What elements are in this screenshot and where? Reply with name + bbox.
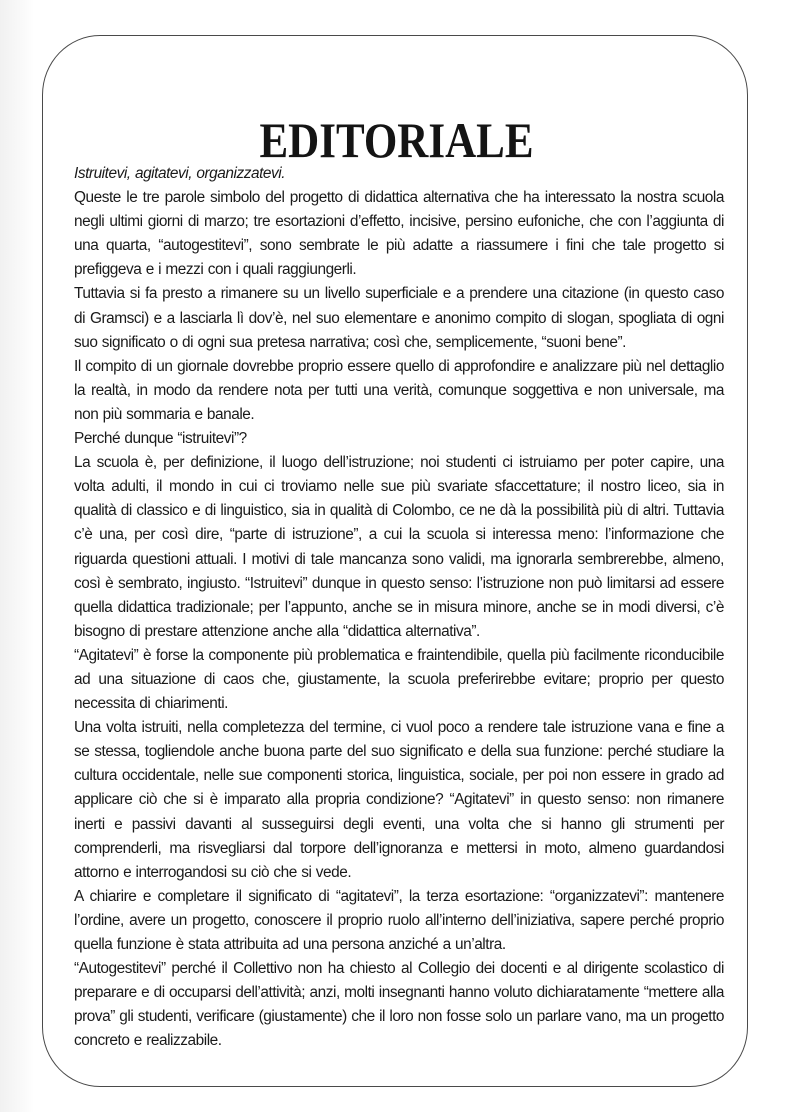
editorial-body xyxy=(74,162,724,1053)
paragraph: Perché dunque “istruitevi”? xyxy=(74,430,247,448)
paragraph: “Autogestitevi” perché il Collettivo non ha chiesto al Collegio dei docenti e al dirigente scolastico di preparare e di occuparsi dell’attività; anzi, molti insegnanti hanno voluto dichiaratamente “mettere alla prova” gli studenti, verificare (giustamente) che il loro non fosse solo un parlare vano, ma un progetto concreto e realizzabile. xyxy=(74,960,724,1050)
paragraph: “Agitatevi” è forse la componente più problematica e fraintendibile, quella più facilmente riconducibile ad una situazione di caos che, giustamente, la scuola preferirebbe evitare; proprio per questo necessita di chiarimenti. xyxy=(74,646,724,713)
paragraph: La scuola è, per definizione, il luogo dell’istruzione; noi studenti ci istruiamo per poter capire, una volta adulti, il mondo in cui ci troviamo nelle sue più svariate sfaccettature; il nostro liceo, sia in qualità di classico e di linguistico, sia in qualità di Colombo, ce ne dà la possibilità più di altri. Tuttavia c’è una, per così dire, “parte di istruzione”, a cui la scuola si interessa meno: l’informazione che riguarda questioni attuali. I motivi di tale mancanza sono validi, ma ignorarla sembrerebbe, almeno, così è sembrato, ingiusto. “Istruitevi” dunque in questo senso: l’istruzione non può limitarsi ad essere quella didattica tradizionale; per l’appunto, anche se in misura minore, anche se in modi diversi, c’è bisogno di prestare attenzione anche alla “didattica alternativa”. xyxy=(74,454,724,640)
paragraph: Tuttavia si fa presto a rimanere su un livello superficiale e a prendere una citazione (in questo caso di Gramsci) e a lasciarla lì dov’è, nel suo elementare e anonimo compito di slogan, spogliata di ogni suo significato o di ogni sua pretesa narrativa; così che, semplicemente, “suoni bene”. xyxy=(74,285,724,351)
paragraph: A chiarire e completare il significato di “agitatevi”, la terza esortazione: “organizzatevi”: mantenere l’ordine, avere un progetto, conoscere il proprio ruolo all’interno dell’iniziativa, sapere perché proprio quella funzione è stata attribuita ad una persona anziché a un’altra. xyxy=(74,887,724,953)
editorial-lead: Istruitevi, agitatevi, organizzatevi. xyxy=(74,165,286,182)
page-title: EDITORIALE xyxy=(259,111,534,168)
paragraph: Queste le tre parole simbolo del progetto di didattica alternativa che ha interessato la nostra scuola negli ultimi giorni di marzo; tre esortazioni d’effetto, incisive, persino eufoniche, che con l’aggiunta di una quarta, “autogestitevi”, sono sembrate le più adatte a riassumere i fini che tale progetto si prefiggeva e i mezzi con i quali raggiungerli. xyxy=(74,189,724,279)
scan-edge-shadow xyxy=(0,0,34,1112)
paragraph: Una volta istruiti, nella completezza del termine, ci vuol poco a rendere tale istruzione vana e fine a se stessa, togliendole anche buona parte del suo significato e della sua funzione: perché studiare la cultura occidentale, nelle sue componenti storica, linguistica, sociale, per poi non essere in grado ad applicare ciò che si è imparato alla propria condizione? “Agitatevi” in questo senso: non rimanere inerti e passivi davanti al susseguirsi degli eventi, una volta che si hanno gli strumenti per comprenderli, ma risvegliarsi dal torpore dell’ignoranza e mettersi in moto, almeno guardandosi attorno e interrogandosi su ciò che si vede. xyxy=(74,719,724,881)
paragraph: Il compito di un giornale dovrebbe proprio essere quello di approfondire e analizzare più nel dettaglio la realtà, in modo da rendere nota per tutti una verità, comunque soggettiva e non universale, ma non più sommaria e banale. xyxy=(74,357,724,423)
